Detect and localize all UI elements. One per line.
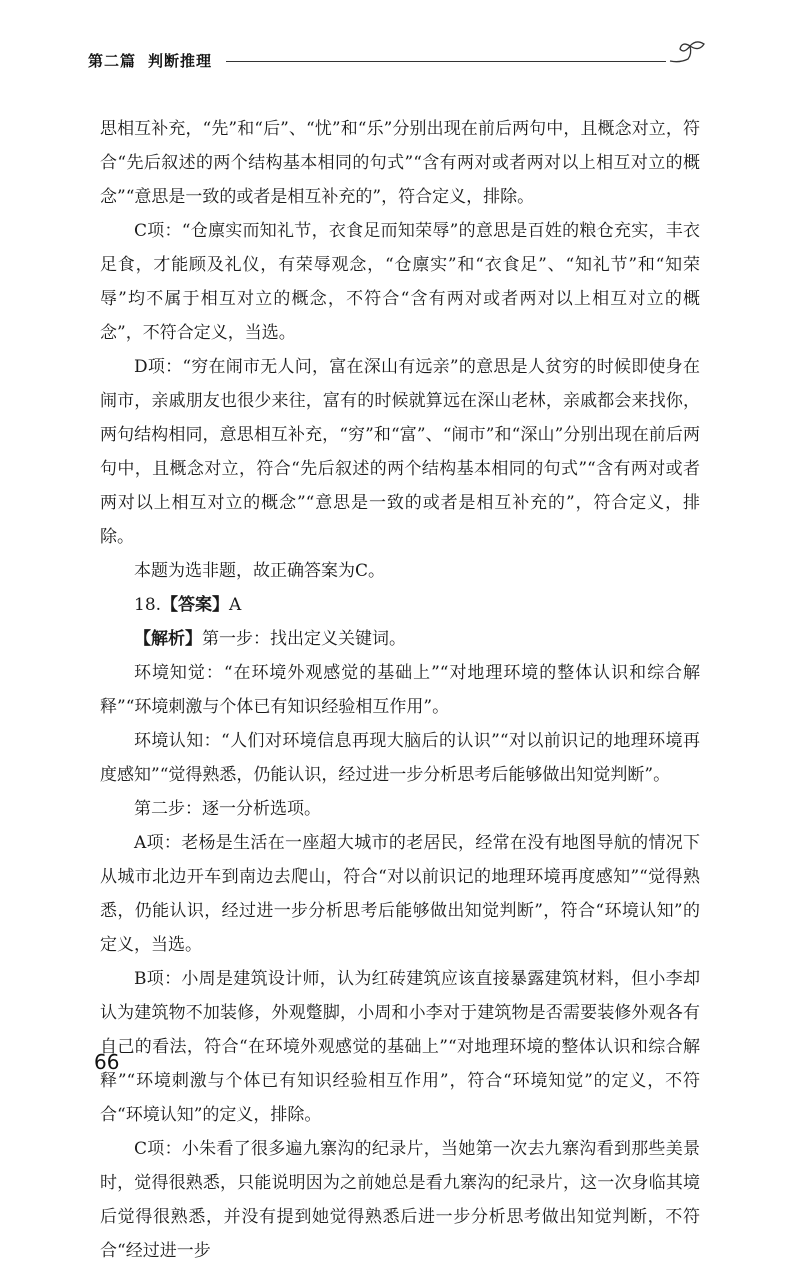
page-body xyxy=(100,112,700,1268)
sprout-icon xyxy=(666,40,710,74)
analysis-step-one xyxy=(100,622,700,656)
header-section: 判断推理 xyxy=(148,52,213,70)
paragraph-option-c2: C项：小朱看了很多遍九寨沟的纪录片，当她第一次去九寨沟看到那些美景时，觉得很熟悉，只能说明因为之前她总是看九寨沟的纪录片，这一次身临其境后觉得很熟悉，并没有提到她觉得熟悉后进一步分析思考做出知觉判断，不符合“经过进一步 xyxy=(100,1139,700,1261)
question-number: 18. xyxy=(134,595,162,615)
running-header xyxy=(88,40,710,74)
header-rule xyxy=(226,61,666,62)
paragraph-environment-perception: 环境知觉：“在环境外观感觉的基础上”“对地理环境的整体认识和综合解释”“环境刺激与个体已有知识经验相互作用”。 xyxy=(100,663,700,717)
question-18-answer xyxy=(100,588,700,622)
header-title xyxy=(88,50,212,71)
paragraph-step-two: 第二步：逐一分析选项。 xyxy=(134,799,321,819)
paragraph-conclusion: 本题为选非题，故正确答案为C。 xyxy=(134,561,386,581)
paragraph-b-option-tail: 思相互补充，“先”和“后”、“忧”和“乐”分别出现在前后两句中，且概念对立，符合“先后叙述的两个结构基本相同的句式”“含有两对或者两对以上相互对立的概念”“意思是一致的或者是相互补充的”，符合定义，排除。 xyxy=(100,119,700,207)
answer-label: 【答案】 xyxy=(161,595,230,615)
analysis-text: 第一步：找出定义关键词。 xyxy=(202,629,406,649)
paragraph-option-a: A项：老杨是生活在一座超大城市的老居民，经常在没有地图导航的情况下从城市北边开车到南边去爬山，符合“对以前识记的地理环境再度感知”“觉得熟悉，仍能认识，经过进一步分析思考后能够做出知觉判断”，符合“环境认知”的定义，当选。 xyxy=(100,833,700,955)
answer-value: A xyxy=(229,595,242,615)
paragraph-option-b: B项：小周是建筑设计师，认为红砖建筑应该直接暴露建筑材料，但小李却认为建筑物不加装修，外观蹩脚，小周和小李对于建筑物是否需要装修外观各有自己的看法，符合“在环境外观感觉的基础上”“对地理环境的整体认识和综合解释”“环境刺激与个体已有知识经验相互作用”，符合“环境知觉”的定义，不符合“环境认知”的定义，排除。 xyxy=(100,969,700,1125)
analysis-label: 【解析】 xyxy=(134,629,202,649)
page-number: 66 xyxy=(94,1050,120,1074)
paragraph-environment-cognition: 环境认知：“人们对环境信息再现大脑后的认识”“对以前识记的地理环境再度感知”“觉得熟悉，仍能认识，经过进一步分析思考后能够做出知觉判断”。 xyxy=(100,731,700,785)
paragraph-option-c: C项：“仓廪实而知礼节，衣食足而知荣辱”的意思是百姓的粮仓充实，丰衣足食，才能顾及礼仪，有荣辱观念，“仓廪实”和“衣食足”、“知礼节”和“知荣辱”均不属于相互对立的概念，不符合“含有两对或者两对以上相互对立的概念”，不符合定义，当选。 xyxy=(100,221,700,343)
header-part: 第二篇 xyxy=(88,52,137,70)
paragraph-option-d: D项：“穷在闹市无人问，富在深山有远亲”的意思是人贫穷的时候即使身在闹市，亲戚朋友也很少来往，富有的时候就算远在深山老林，亲戚都会来找你，两句结构相同，意思相互补充，“穷”和“富”、“闹市”和“深山”分别出现在前后两句中，且概念对立，符合“先后叙述的两个结构基本相同的句式”“含有两对或者两对以上相互对立的概念”“意思是一致的或者是相互补充的”，符合定义，排除。 xyxy=(100,357,700,547)
